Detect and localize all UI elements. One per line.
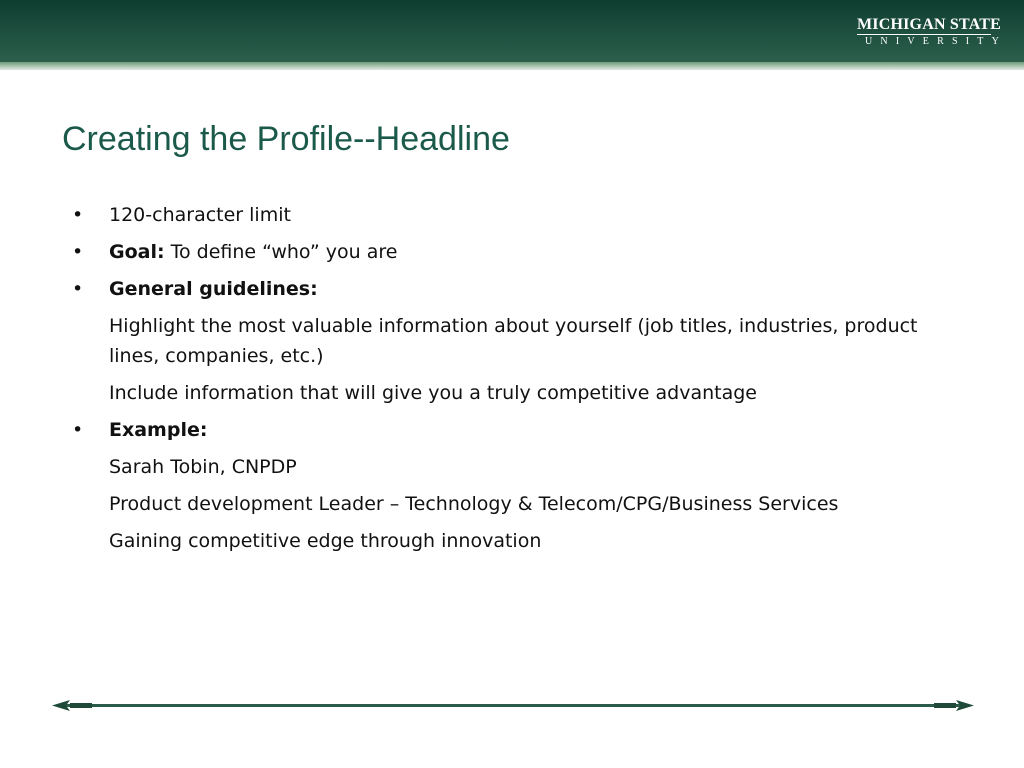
sub-text: Include information that will give you a truly competitive advantage: [109, 382, 757, 404]
logo-line-1: MICHIGAN STATE: [857, 16, 1002, 33]
sub-item: [0, 526, 1024, 556]
sub-text: Sarah Tobin, CNPDP: [109, 456, 297, 478]
bullet-item: [0, 200, 1024, 230]
sub-text: Highlight the most valuable information about yourself (job titles, industries, product lines, companies, etc.): [109, 315, 918, 367]
bullet-item: [0, 415, 1024, 445]
bullet-label: Example:: [109, 419, 208, 441]
bullet-item: [0, 274, 1024, 304]
bullet-text: 120-character limit: [109, 204, 291, 226]
bullet-icon: •: [72, 204, 84, 226]
slide-content: [0, 200, 1024, 563]
bullet-icon: •: [72, 241, 84, 263]
logo-rule: [857, 34, 991, 35]
sub-text: Gaining competitive edge through innovation: [109, 530, 542, 552]
bullet-icon: •: [72, 419, 84, 441]
slide-title: Creating the Profile--Headline: [62, 120, 510, 158]
bullet-label: General guidelines:: [109, 278, 318, 300]
bullet-item: [0, 237, 1024, 267]
sub-item: [0, 378, 1024, 408]
logo-line-2: UNIVERSITY: [865, 36, 1007, 47]
sub-item: [0, 452, 1024, 482]
double-arrow-divider-icon: [52, 698, 974, 714]
sub-item: [0, 489, 1024, 519]
header-stripe: [0, 62, 1024, 70]
bullet-label: Goal:: [109, 241, 165, 263]
bullet-icon: •: [72, 278, 84, 300]
msu-logo: [857, 16, 1007, 48]
bullet-text: To define “who” you are: [164, 241, 398, 263]
sub-item: [0, 311, 1024, 371]
sub-text: Product development Leader – Technology & Telecom/CPG/Business Services: [109, 493, 839, 515]
